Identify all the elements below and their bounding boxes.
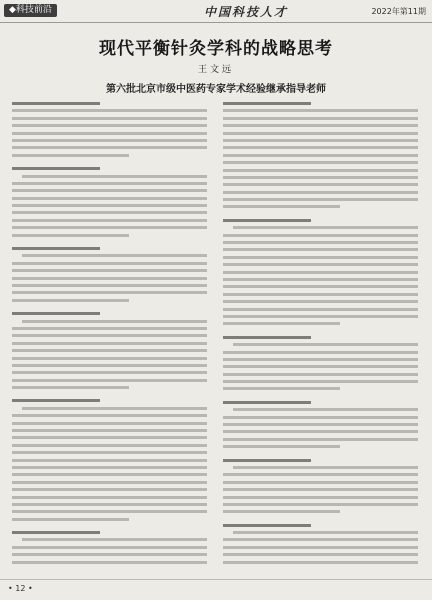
- text-line: [223, 219, 311, 222]
- text-line: [223, 373, 418, 376]
- text-line: [12, 327, 207, 330]
- page-number: • 12 •: [8, 584, 33, 593]
- text-line: [12, 473, 207, 476]
- text-line: [223, 445, 340, 448]
- text-line: [12, 262, 207, 265]
- text-line: [223, 510, 340, 513]
- text-line: [12, 364, 207, 367]
- text-line: [223, 161, 418, 164]
- text-line: [223, 380, 418, 383]
- text-line: [223, 387, 340, 390]
- text-line: [223, 365, 418, 368]
- text-line: [12, 496, 207, 499]
- text-line: [12, 399, 100, 402]
- text-line: [223, 423, 418, 426]
- text-line: [233, 408, 418, 411]
- text-line: [223, 154, 418, 157]
- text-line: [12, 167, 100, 170]
- text-line: [12, 357, 207, 360]
- text-line: [223, 473, 418, 476]
- text-line: [223, 191, 418, 194]
- text-line: [223, 401, 311, 404]
- body-column-left: [12, 102, 207, 570]
- text-line: [223, 553, 418, 556]
- text-line: [233, 531, 418, 534]
- text-line: [12, 561, 207, 564]
- text-line: [223, 278, 418, 281]
- text-line: [12, 299, 129, 302]
- text-line: [12, 444, 207, 447]
- text-line: [12, 139, 207, 142]
- issue-info: 2022年第11期: [371, 7, 426, 16]
- page-header: [0, 0, 432, 23]
- text-line: [12, 379, 207, 382]
- text-line: [12, 117, 207, 120]
- text-line: [223, 117, 418, 120]
- text-line: [12, 269, 207, 272]
- text-line: [12, 109, 207, 112]
- text-line: [12, 291, 207, 294]
- text-line: [12, 277, 207, 280]
- text-line: [22, 407, 207, 410]
- text-line: [12, 414, 207, 417]
- text-line: [223, 271, 418, 274]
- author-affiliation: 第六批北京市级中医药专家学术经验继承指导老师: [106, 84, 326, 95]
- text-line: [223, 430, 418, 433]
- text-line: [223, 234, 418, 237]
- text-line: [12, 102, 100, 105]
- article-author: 王文远: [197, 65, 234, 75]
- text-line: [12, 481, 207, 484]
- text-line: [233, 226, 418, 229]
- text-line: [22, 254, 207, 257]
- text-line: [12, 312, 100, 315]
- text-line: [12, 189, 207, 192]
- text-line: [22, 320, 207, 323]
- text-line: [223, 102, 311, 105]
- text-line: [223, 263, 418, 266]
- text-line: [223, 538, 418, 541]
- text-line: [223, 205, 340, 208]
- article-title: 现代平衡针灸学科的战略思考: [99, 39, 333, 59]
- text-line: [223, 300, 418, 303]
- text-line: [12, 132, 207, 135]
- text-line: [12, 386, 129, 389]
- text-line: [22, 538, 207, 541]
- text-line: [223, 315, 418, 318]
- text-line: [223, 524, 311, 527]
- text-line: [223, 285, 418, 288]
- text-line: [12, 182, 207, 185]
- text-line: [12, 334, 207, 337]
- body-column-right: [223, 102, 418, 570]
- text-line: [22, 175, 207, 178]
- text-line: [12, 219, 207, 222]
- text-line: [223, 459, 311, 462]
- text-line: [12, 553, 207, 556]
- text-line: [12, 284, 207, 287]
- text-line: [223, 169, 418, 172]
- magazine-name: 中国科技人才: [203, 5, 288, 19]
- text-line: [233, 466, 418, 469]
- text-line: [223, 198, 418, 201]
- text-line: [223, 241, 418, 244]
- text-line: [12, 197, 207, 200]
- text-line: [223, 132, 418, 135]
- text-line: [12, 503, 207, 506]
- text-line: [223, 124, 418, 127]
- text-line: [12, 488, 207, 491]
- section-tag: ◆科技前沿: [4, 4, 57, 17]
- text-line: [223, 248, 418, 251]
- text-line: [223, 322, 340, 325]
- text-line: [223, 416, 418, 419]
- text-line: [223, 561, 418, 564]
- text-line: [12, 466, 207, 469]
- text-line: [223, 139, 418, 142]
- text-line: [12, 342, 207, 345]
- text-line: [12, 422, 207, 425]
- text-line: [12, 436, 207, 439]
- text-line: [223, 503, 418, 506]
- text-line: [12, 204, 207, 207]
- text-line: [12, 531, 100, 534]
- text-line: [223, 358, 418, 361]
- text-line: [12, 451, 207, 454]
- text-line: [223, 308, 418, 311]
- text-line: [12, 546, 207, 549]
- text-line: [12, 371, 207, 374]
- text-line: [12, 234, 129, 237]
- text-line: [223, 488, 418, 491]
- text-line: [223, 146, 418, 149]
- text-line: [12, 211, 207, 214]
- text-line: [12, 349, 207, 352]
- text-line: [223, 256, 418, 259]
- text-line: [12, 226, 207, 229]
- text-line: [12, 124, 207, 127]
- page-footer: [0, 579, 432, 600]
- text-line: [12, 146, 207, 149]
- text-line: [233, 343, 418, 346]
- text-line: [12, 518, 129, 521]
- text-line: [223, 176, 418, 179]
- text-line: [12, 429, 207, 432]
- text-line: [223, 109, 418, 112]
- text-line: [223, 293, 418, 296]
- text-line: [223, 438, 418, 441]
- text-line: [223, 183, 418, 186]
- text-line: [223, 351, 418, 354]
- text-line: [12, 459, 207, 462]
- text-line: [223, 481, 418, 484]
- text-line: [223, 546, 418, 549]
- text-line: [12, 247, 100, 250]
- text-line: [223, 496, 418, 499]
- text-line: [12, 510, 207, 513]
- text-line: [223, 336, 311, 339]
- text-line: [12, 154, 129, 157]
